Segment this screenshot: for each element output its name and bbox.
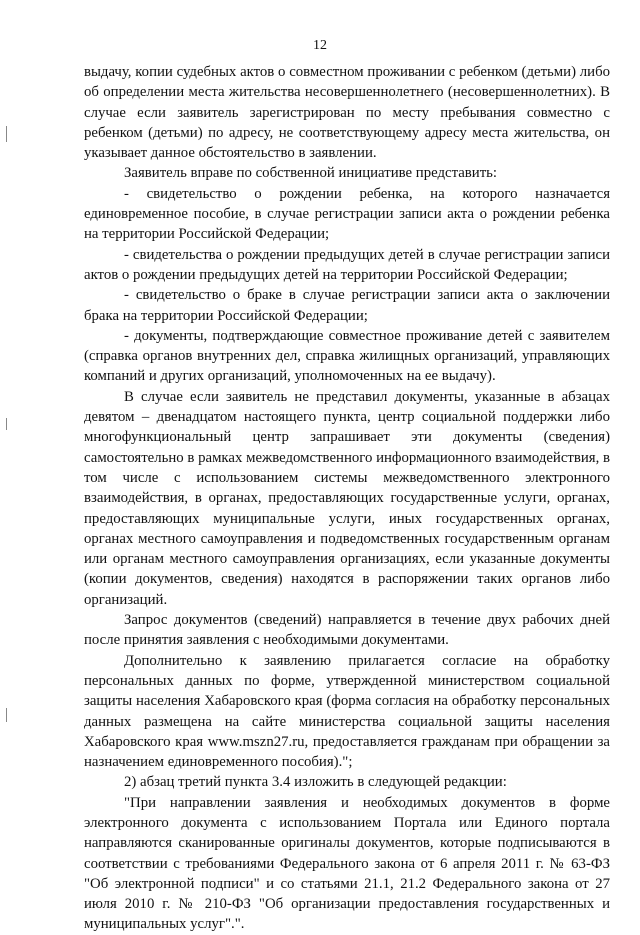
- margin-mark-bottom: [6, 708, 7, 722]
- paragraph-5: - свидетельство о браке в случае регистрации записи акта о заключении брака на территории Российской Федерации;: [84, 287, 610, 324]
- paragraph-3: - свидетельство о рождении ребенка, на которого назначается единовременное пособие, в случае регистрации записи акта о рождении ребенка на территории Российской Федерации;: [84, 185, 610, 243]
- margin-mark-top: [6, 126, 7, 142]
- paragraph-10: 2) абзац третий пункта 3.4 изложить в следующей редакции:: [124, 774, 507, 791]
- paragraph-9: Дополнительно к заявлению прилагается согласие на обработку персональных данных по форме, утвержденной министерством социальной защиты населения Хабаровского края (форма согласия на обработку персональных данных размещена на сайте министерства социальной защиты населения Хабаровского края www.mszn27.ru, предоставляется гражданам при обращении за назначением единовременного пособия).";: [84, 652, 610, 771]
- paragraph-4: - свидетельства о рождении предыдущих детей в случае регистрации записи актов о рождении предыдущих детей на территории Российской Федерации;: [84, 246, 610, 283]
- paragraph-11: "При направлении заявления и необходимых документов в форме электронного документа с использованием Портала или Единого портала направляются сканированные оригиналы документов, которые подписываются в соответствии с требованиями Федерального закона от 6 апреля 2011 г. № 63-ФЗ "Об электронной подписи" и со статьями 21.1, 21.2 Федерального закона от 27 июля 2010 г. № 210-ФЗ "Об организации предоставления государственных и муниципальных услуг".".: [84, 794, 610, 933]
- document-body: [84, 62, 610, 935]
- paragraph-6: - документы, подтверждающие совместное проживание детей с заявителем (справка органов внутренних дел, справка жилищных организаций, управляющих компаний и других организаций, уполномоченных на ее выдачу).: [84, 327, 610, 385]
- paragraph-7: В случае если заявитель не представил документы, указанные в абзацах девятом – двенадцатом настоящего пункта, центр социальной поддержки либо многофункциональный центр запрашивает эти документы (сведения) самостоятельно в рамках межведомственного информационного взаимодействия, в том числе с использованием системы межведомственного электронного взаимодействия, в органах, предоставляющих государственные услуги, органах, предоставляющих муниципальные услуги, иных государственных органах, органах местного самоуправления и подведомственных государственным органам или органам местного самоуправления организациях, если указанные документы (копии документов, сведения) находятся в распоряжении таких органов либо организаций.: [84, 388, 610, 608]
- paragraph-8: Запрос документов (сведений) направляется в течение двух рабочих дней после принятия заявления с необходимыми документами.: [84, 612, 610, 649]
- paragraph-2: Заявитель вправе по собственной инициативе представить:: [124, 165, 498, 182]
- paragraph-1: выдачу, копии судебных актов о совместном проживании с ребенком (детьми) либо об определении места жительства несовершеннолетнего (несовершеннолетних). В случае если заявитель зарегистрирован по месту пребывания совместно с ребенком (детьми) по адресу, не соответствующему адресу места жительства, он указывает данное обстоятельство в заявлении.: [84, 64, 610, 162]
- page-number: 12: [313, 38, 327, 53]
- margin-mark-middle: [6, 418, 7, 430]
